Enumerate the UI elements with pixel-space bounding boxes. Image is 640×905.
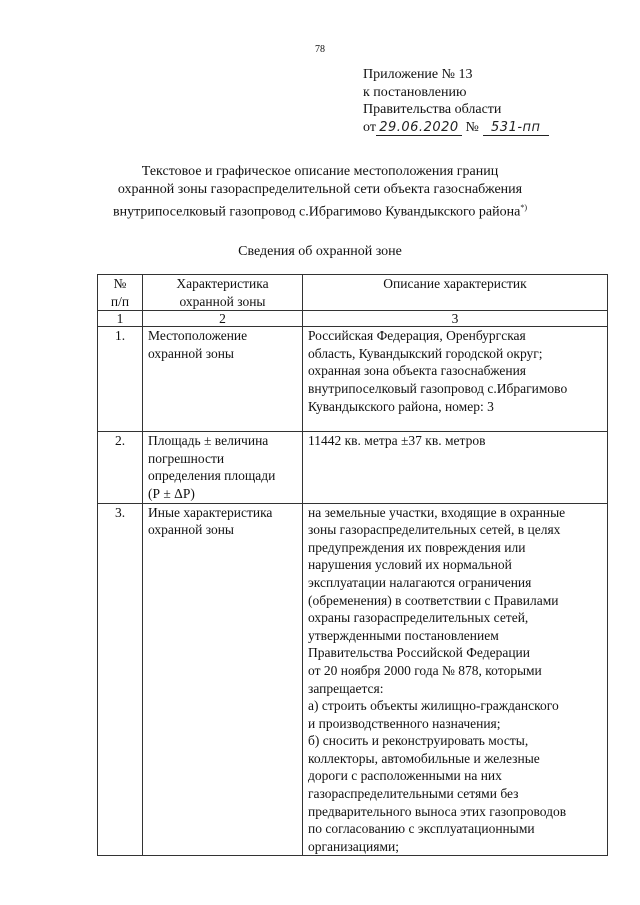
table-row — [98, 327, 608, 432]
row-characteristic: Местоположение охранной зоны — [143, 327, 303, 432]
table-row — [98, 503, 608, 856]
handwritten-number: 531-пп — [483, 121, 549, 136]
header-number: № п/п — [98, 275, 143, 311]
appendix-date-line — [363, 119, 549, 137]
table-index-row — [98, 311, 608, 327]
from-label: от — [363, 119, 376, 135]
section-subtitle: Сведения об охранной зоне — [238, 244, 402, 259]
header-characteristic: Характеристика охранной зоны — [143, 275, 303, 311]
row-description: Российская Федерация, Оренбургская область, Кувандыкский городской округ; охранная зона объекта газоснабжения внутрипоселковый газопровод с.Ибрагимово Кувандыкского района, номер: 3 — [303, 327, 608, 432]
row-description: на земельные участки, входящие в охранные зоны газораспределительных сетей, в целях предупреждения их повреждения или нарушения условий их нормальной эксплуатации налагаются ограничения (обременения) в соответствии с Правилами охраны газораспределительных сетей, утвержденными постановлением Правительства Российской Федерации от 20 ноября 2000 года № 878, которыми запрещается: а) строить объекты жилищно-гражданского и производственного назначения; б) сносить и реконструировать мосты, коллекторы, автомобильные и железные дороги с расположенными на них газораспределительными сетями без предварительного выноса этих газопроводов по согласованию с эксплуатационными организациями; — [303, 503, 608, 856]
appendix-header — [363, 66, 549, 136]
index-cell: 2 — [143, 311, 303, 327]
page-number: 78 — [315, 44, 325, 55]
title-line-2: охранной зоны газораспределительной сети объекта газоснабжения — [117, 182, 523, 197]
appendix-line-1: Приложение № 13 — [363, 67, 473, 82]
title-line-3: внутрипоселковый газопровод с.Ибрагимово Кувандыкского района*) — [113, 203, 527, 220]
index-cell: 1 — [98, 311, 143, 327]
row-number: 2. — [98, 432, 143, 503]
header-description: Описание характеристик — [303, 275, 608, 311]
index-cell: 3 — [303, 311, 608, 327]
document-title — [0, 163, 640, 222]
row-number: 1. — [98, 327, 143, 432]
row-characteristic: Иные характеристика охранной зоны — [143, 503, 303, 856]
title-line-1: Текстовое и графическое описание местоположения границ — [141, 164, 499, 179]
row-number: 3. — [98, 503, 143, 856]
row-description: 11442 кв. метра ±37 кв. метров — [303, 432, 608, 503]
row-characteristic: Площадь ± величина погрешности определения площади (Р ± ΔР) — [143, 432, 303, 503]
table-header-row — [98, 275, 608, 311]
number-label: № — [465, 119, 479, 135]
appendix-line-3: Правительства области — [363, 102, 502, 117]
zone-info-table — [97, 274, 608, 856]
appendix-line-2: к постановлению — [363, 84, 467, 100]
handwritten-date: 29.06.2020 — [376, 121, 462, 136]
footnote-mark: *) — [520, 203, 527, 212]
table-row — [98, 432, 608, 503]
